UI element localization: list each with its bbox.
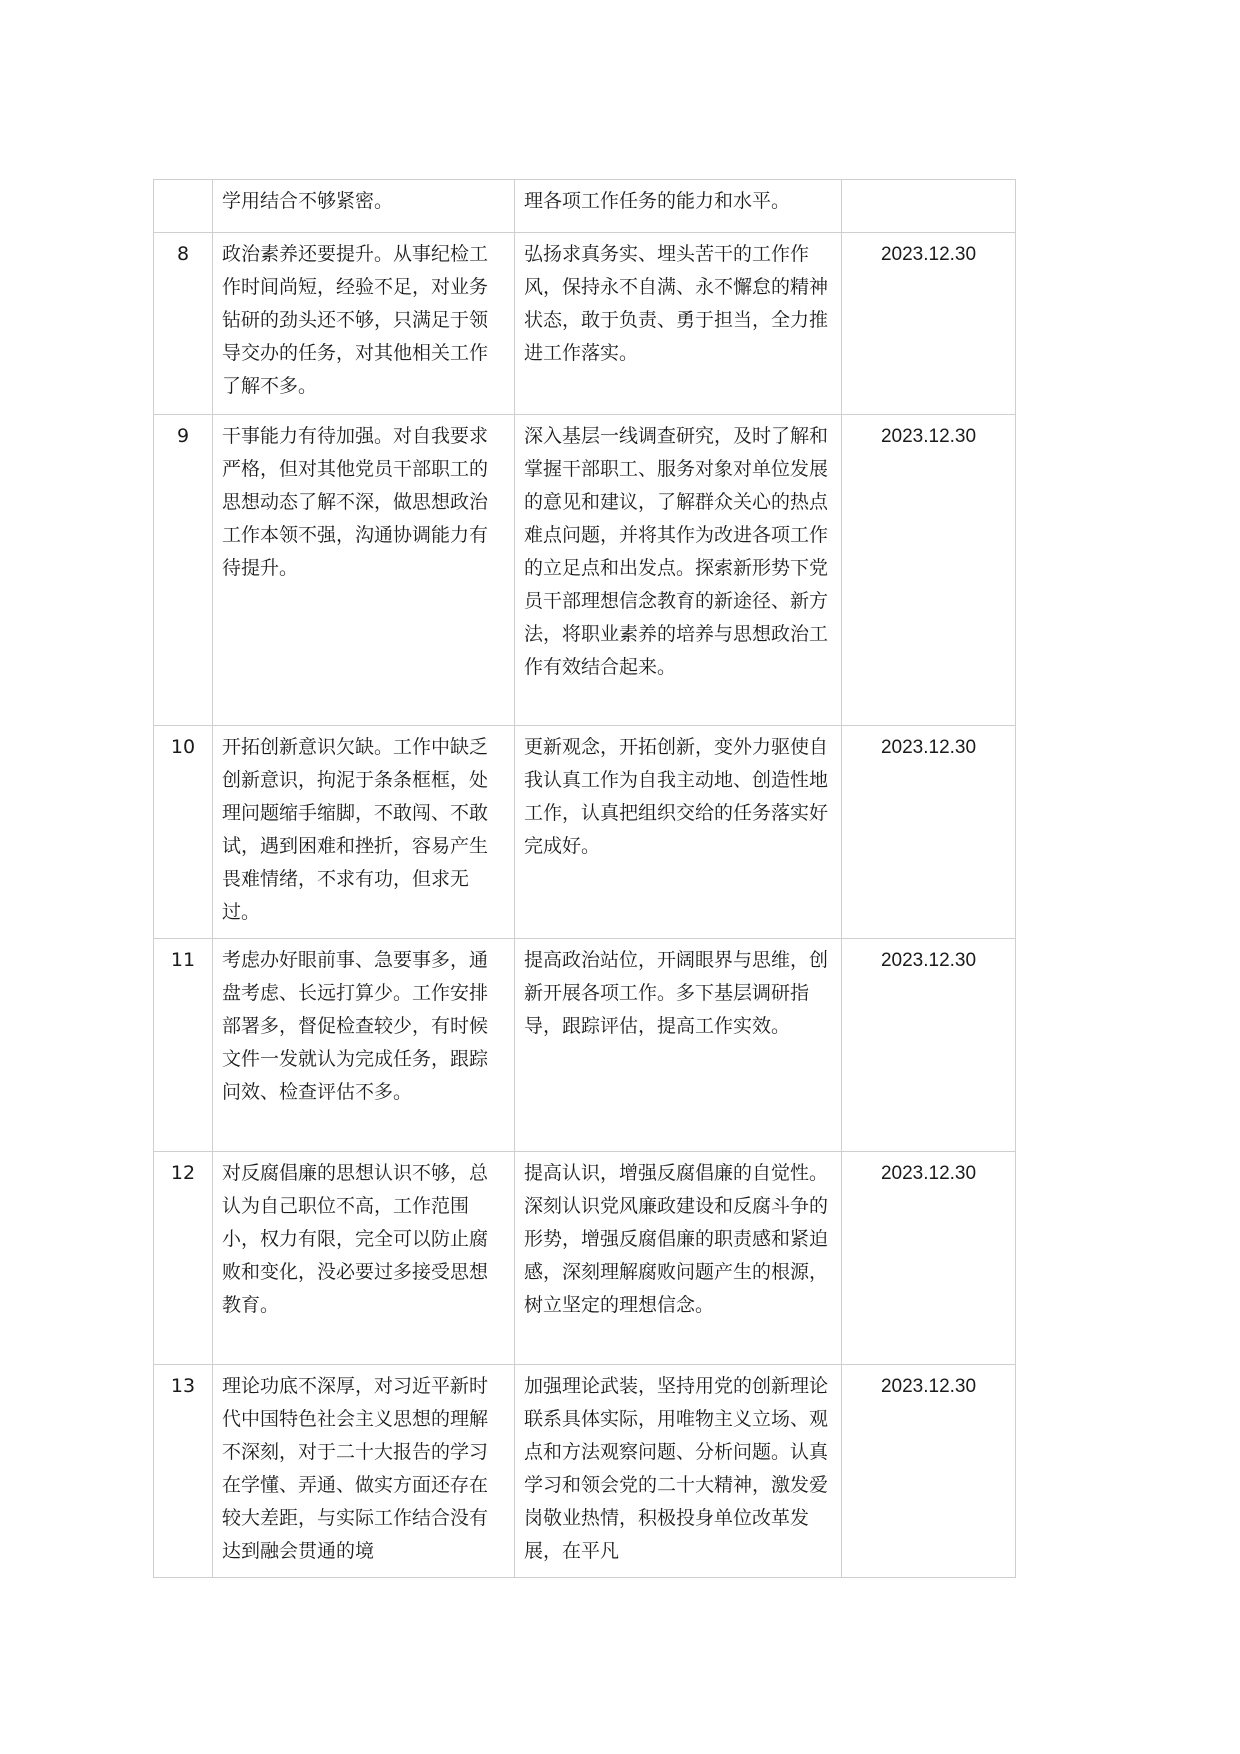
problem-cell: 对反腐倡廉的思想认识不够，总认为自己职位不高，工作范围小，权力有限，完全可以防止腐败和变化，没必要过多接受思想教育。 xyxy=(213,1152,515,1365)
deadline-cell: 2023.12.30 xyxy=(842,1365,1016,1578)
problem-cell: 开拓创新意识欠缺。工作中缺乏创新意识，拘泥于条条框框，处理问题缩手缩脚，不敢闯、不敢试，遇到困难和挫折，容易产生畏难情绪，不求有功，但求无过。 xyxy=(213,726,515,939)
table-row xyxy=(154,726,1016,939)
measure-cell: 提高政治站位，开阔眼界与思维，创新开展各项工作。多下基层调研指导，跟踪评估，提高工作实效。 xyxy=(515,939,842,1152)
problem-cell: 政治素养还要提升。从事纪检工作时间尚短，经验不足，对业务钻研的劲头还不够，只满足于领导交办的任务，对其他相关工作了解不多。 xyxy=(213,233,515,415)
table-row xyxy=(154,1365,1016,1578)
row-number: 8 xyxy=(154,233,213,415)
problem-cell: 考虑办好眼前事、急要事多，通盘考虑、长远打算少。工作安排部署多，督促检查较少，有时候文件一发就认为完成任务，跟踪问效、检查评估不多。 xyxy=(213,939,515,1152)
deadline-cell: 2023.12.30 xyxy=(842,1152,1016,1365)
measure-cell: 弘扬求真务实、埋头苦干的工作作风，保持永不自满、永不懈怠的精神状态，敢于负责、勇于担当，全力推进工作落实。 xyxy=(515,233,842,415)
row-number: 13 xyxy=(154,1365,213,1578)
problem-cell: 干事能力有待加强。对自我要求严格，但对其他党员干部职工的思想动态了解不深，做思想政治工作本领不强，沟通协调能力有待提升。 xyxy=(213,415,515,726)
row-number xyxy=(154,180,213,233)
row-number: 10 xyxy=(154,726,213,939)
problem-cell: 理论功底不深厚，对习近平新时代中国特色社会主义思想的理解不深刻，对于二十大报告的学习在学懂、弄通、做实方面还存在较大差距，与实际工作结合没有达到融会贯通的境 xyxy=(213,1365,515,1578)
measure-cell: 理各项工作任务的能力和水平。 xyxy=(515,180,842,233)
deadline-cell: 2023.12.30 xyxy=(842,233,1016,415)
row-number: 9 xyxy=(154,415,213,726)
table-row xyxy=(154,233,1016,415)
deadline-cell: 2023.12.30 xyxy=(842,726,1016,939)
table-row xyxy=(154,180,1016,233)
table-row xyxy=(154,1152,1016,1365)
deadline-cell xyxy=(842,180,1016,233)
table-row xyxy=(154,415,1016,726)
rectification-table xyxy=(153,179,1016,1578)
table-row xyxy=(154,939,1016,1152)
row-number: 11 xyxy=(154,939,213,1152)
problem-cell: 学用结合不够紧密。 xyxy=(213,180,515,233)
measure-cell: 更新观念，开拓创新，变外力驱使自我认真工作为自我主动地、创造性地工作，认真把组织交给的任务落实好完成好。 xyxy=(515,726,842,939)
deadline-cell: 2023.12.30 xyxy=(842,939,1016,1152)
measure-cell: 深入基层一线调查研究，及时了解和掌握干部职工、服务对象对单位发展的意见和建议，了解群众关心的热点难点问题，并将其作为改进各项工作的立足点和出发点。探索新形势下党员干部理想信念教育的新途径、新方法，将职业素养的培养与思想政治工作有效结合起来。 xyxy=(515,415,842,726)
row-number: 12 xyxy=(154,1152,213,1365)
deadline-cell: 2023.12.30 xyxy=(842,415,1016,726)
measure-cell: 加强理论武装，坚持用党的创新理论联系具体实际，用唯物主义立场、观点和方法观察问题、分析问题。认真学习和领会党的二十大精神，激发爱岗敬业热情，积极投身单位改革发展，在平凡 xyxy=(515,1365,842,1578)
measure-cell: 提高认识，增强反腐倡廉的自觉性。深刻认识党风廉政建设和反腐斗争的形势，增强反腐倡廉的职责感和紧迫感，深刻理解腐败问题产生的根源，树立坚定的理想信念。 xyxy=(515,1152,842,1365)
